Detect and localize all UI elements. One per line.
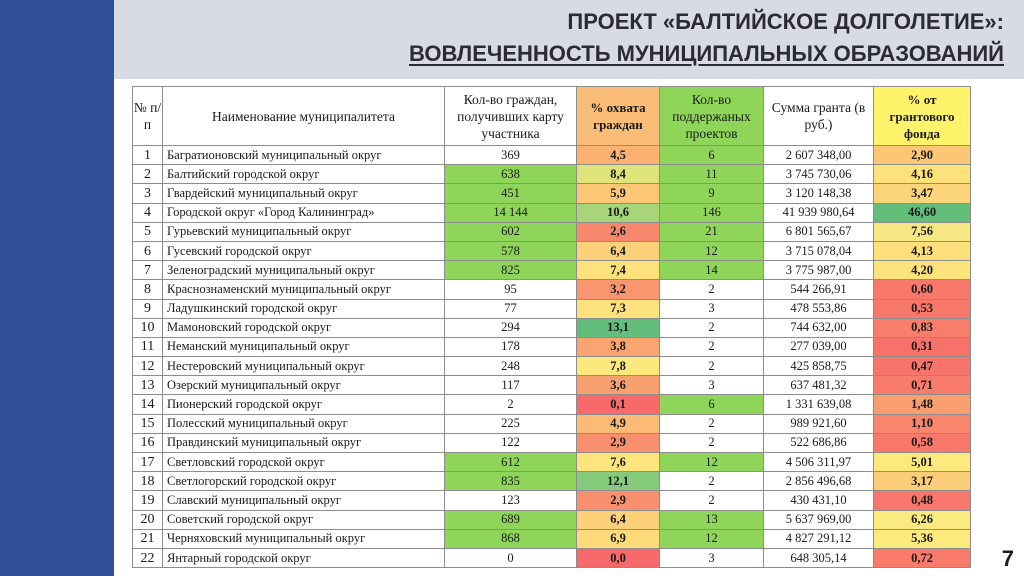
grant-sum: 2 856 496,68 [764,472,874,491]
coverage-percent: 4,5 [577,146,660,165]
citizens-count: 369 [445,146,577,165]
projects-count: 14 [660,261,764,280]
projects-count: 3 [660,376,764,395]
grant-share-percent: 2,90 [874,146,971,165]
citizens-count: 122 [445,433,577,452]
coverage-percent: 13,1 [577,318,660,337]
citizens-count: 451 [445,184,577,203]
coverage-percent: 7,3 [577,299,660,318]
municipality-name: Янтарный городской округ [163,548,445,567]
left-accent-bar [0,0,114,576]
projects-count: 2 [660,491,764,510]
grant-sum: 425 858,75 [764,357,874,376]
municipality-name: Славский муниципальный округ [163,491,445,510]
table-row [133,414,971,433]
coverage-percent: 2,9 [577,433,660,452]
row-number: 6 [133,241,163,260]
citizens-count: 612 [445,453,577,472]
table-row [133,548,971,567]
coverage-percent: 7,8 [577,357,660,376]
coverage-percent: 10,6 [577,203,660,222]
page-number: 7 [1001,546,1014,571]
table-header-row [133,87,971,146]
grant-sum: 5 637 969,00 [764,510,874,529]
grant-sum: 430 431,10 [764,491,874,510]
row-number: 18 [133,472,163,491]
municipalities-table [132,86,971,568]
row-number: 15 [133,414,163,433]
grant-share-percent: 4,20 [874,261,971,280]
table-row [133,395,971,414]
citizens-count: 77 [445,299,577,318]
projects-count: 146 [660,203,764,222]
projects-count: 12 [660,529,764,548]
grant-share-percent: 5,01 [874,453,971,472]
row-number: 8 [133,280,163,299]
row-number: 5 [133,222,163,241]
municipality-name: Пионерский городской округ [163,395,445,414]
header-projects: Кол-во поддержаных проектов [660,87,764,146]
table-row [133,222,971,241]
table-row [133,146,971,165]
grant-share-percent: 0,83 [874,318,971,337]
row-number: 14 [133,395,163,414]
table-row [133,433,971,452]
grant-share-percent: 3,47 [874,184,971,203]
citizens-count: 602 [445,222,577,241]
citizens-count: 578 [445,241,577,260]
projects-count: 12 [660,241,764,260]
row-number: 12 [133,357,163,376]
grant-share-percent: 0,72 [874,548,971,567]
grant-sum: 522 686,86 [764,433,874,452]
header-name: Наименование муниципалитета [163,87,445,146]
row-number: 11 [133,337,163,356]
municipality-name: Гвардейский муниципальный округ [163,184,445,203]
projects-count: 21 [660,222,764,241]
grant-sum: 3 120 148,38 [764,184,874,203]
table-row [133,529,971,548]
row-number: 1 [133,146,163,165]
row-number: 9 [133,299,163,318]
citizens-count: 117 [445,376,577,395]
projects-count: 12 [660,453,764,472]
grant-share-percent: 0,58 [874,433,971,452]
grant-share-percent: 4,13 [874,241,971,260]
row-number: 19 [133,491,163,510]
municipality-name: Неманский муниципальный округ [163,337,445,356]
citizens-count: 2 [445,395,577,414]
grant-share-percent: 0,31 [874,337,971,356]
grant-share-percent: 46,60 [874,203,971,222]
header-citizens: Кол-во граждан, получивших карту участника [445,87,577,146]
table-row [133,376,971,395]
table-row [133,318,971,337]
projects-count: 2 [660,337,764,356]
coverage-percent: 6,9 [577,529,660,548]
grant-sum: 544 266,91 [764,280,874,299]
projects-count: 11 [660,165,764,184]
projects-count: 2 [660,472,764,491]
slide-title-line2: ВОВЛЕЧЕННОСТЬ МУНИЦИПАЛЬНЫХ ОБРАЗОВАНИЙ [409,41,1004,66]
citizens-count: 123 [445,491,577,510]
projects-count: 2 [660,433,764,452]
citizens-count: 225 [445,414,577,433]
municipality-name: Полесский муниципальный округ [163,414,445,433]
municipality-name: Светловский городской округ [163,453,445,472]
grant-sum: 478 553,86 [764,299,874,318]
table-row [133,165,971,184]
row-number: 16 [133,433,163,452]
citizens-count: 0 [445,548,577,567]
municipality-name: Городской округ «Город Калининград» [163,203,445,222]
table-row [133,299,971,318]
projects-count: 3 [660,548,764,567]
table-row [133,357,971,376]
row-number: 17 [133,453,163,472]
citizens-count: 14 144 [445,203,577,222]
coverage-percent: 6,4 [577,241,660,260]
row-number: 2 [133,165,163,184]
coverage-percent: 12,1 [577,472,660,491]
citizens-count: 868 [445,529,577,548]
table-row [133,184,971,203]
grant-share-percent: 0,47 [874,357,971,376]
municipality-name: Светлогорский городской округ [163,472,445,491]
header-grant-sum: Сумма гранта (в руб.) [764,87,874,146]
table-row [133,491,971,510]
municipality-name: Советский городской округ [163,510,445,529]
grant-sum: 6 801 565,67 [764,222,874,241]
citizens-count: 294 [445,318,577,337]
municipality-name: Гурьевский муниципальный округ [163,222,445,241]
table-row [133,280,971,299]
table-row [133,337,971,356]
grant-share-percent: 6,26 [874,510,971,529]
header-num: № п/п [133,87,163,146]
municipality-name: Зеленоградский муниципальный округ [163,261,445,280]
grant-share-percent: 0,60 [874,280,971,299]
coverage-percent: 2,6 [577,222,660,241]
municipality-name: Ладушкинский городской округ [163,299,445,318]
municipality-name: Нестеровский муниципальный округ [163,357,445,376]
coverage-percent: 0,0 [577,548,660,567]
citizens-count: 178 [445,337,577,356]
citizens-count: 638 [445,165,577,184]
grant-sum: 744 632,00 [764,318,874,337]
municipality-name: Озерский муниципальный округ [163,376,445,395]
grant-share-percent: 3,17 [874,472,971,491]
table-row [133,203,971,222]
municipality-name: Мамоновский городской округ [163,318,445,337]
coverage-percent: 6,4 [577,510,660,529]
grant-sum: 4 827 291,12 [764,529,874,548]
grant-sum: 277 039,00 [764,337,874,356]
coverage-percent: 7,4 [577,261,660,280]
projects-count: 3 [660,299,764,318]
projects-count: 2 [660,357,764,376]
slide-title-line1: ПРОЕКТ «БАЛТИЙСКОЕ ДОЛГОЛЕТИЕ»: [567,9,1004,34]
grant-sum: 989 921,60 [764,414,874,433]
row-number: 3 [133,184,163,203]
grant-sum: 2 607 348,00 [764,146,874,165]
coverage-percent: 4,9 [577,414,660,433]
row-number: 10 [133,318,163,337]
projects-count: 2 [660,280,764,299]
grant-share-percent: 1,10 [874,414,971,433]
header-grant-share: % от грантового фонда [874,87,971,146]
grant-share-percent: 0,48 [874,491,971,510]
municipalities-table-container [132,86,970,568]
table-row [133,510,971,529]
row-number: 7 [133,261,163,280]
grant-sum: 41 939 980,64 [764,203,874,222]
projects-count: 6 [660,146,764,165]
table-body [133,146,971,568]
coverage-percent: 2,9 [577,491,660,510]
projects-count: 2 [660,414,764,433]
citizens-count: 835 [445,472,577,491]
citizens-count: 248 [445,357,577,376]
row-number: 22 [133,548,163,567]
row-number: 13 [133,376,163,395]
grant-sum: 3 745 730,06 [764,165,874,184]
grant-sum: 648 305,14 [764,548,874,567]
table-row [133,472,971,491]
row-number: 4 [133,203,163,222]
header-coverage: % охвата граждан [577,87,660,146]
grant-sum: 1 331 639,08 [764,395,874,414]
table-row [133,241,971,260]
coverage-percent: 3,2 [577,280,660,299]
grant-share-percent: 4,16 [874,165,971,184]
row-number: 20 [133,510,163,529]
grant-sum: 637 481,32 [764,376,874,395]
projects-count: 6 [660,395,764,414]
municipality-name: Правдинский муниципальный округ [163,433,445,452]
grant-share-percent: 1,48 [874,395,971,414]
municipality-name: Черняховский муниципальный округ [163,529,445,548]
grant-sum: 4 506 311,97 [764,453,874,472]
coverage-percent: 7,6 [577,453,660,472]
municipality-name: Балтийский городской округ [163,165,445,184]
projects-count: 2 [660,318,764,337]
projects-count: 9 [660,184,764,203]
row-number: 21 [133,529,163,548]
coverage-percent: 3,8 [577,337,660,356]
projects-count: 13 [660,510,764,529]
coverage-percent: 0,1 [577,395,660,414]
municipality-name: Гусевский городской округ [163,241,445,260]
coverage-percent: 5,9 [577,184,660,203]
table-row [133,453,971,472]
grant-sum: 3 715 078,04 [764,241,874,260]
citizens-count: 95 [445,280,577,299]
coverage-percent: 3,6 [577,376,660,395]
citizens-count: 825 [445,261,577,280]
grant-share-percent: 7,56 [874,222,971,241]
grant-sum: 3 775 987,00 [764,261,874,280]
coverage-percent: 8,4 [577,165,660,184]
grant-share-percent: 5,36 [874,529,971,548]
grant-share-percent: 0,71 [874,376,971,395]
table-row [133,261,971,280]
citizens-count: 689 [445,510,577,529]
grant-share-percent: 0,53 [874,299,971,318]
municipality-name: Краснознаменский муниципальный округ [163,280,445,299]
municipality-name: Багратионовский муниципальный округ [163,146,445,165]
